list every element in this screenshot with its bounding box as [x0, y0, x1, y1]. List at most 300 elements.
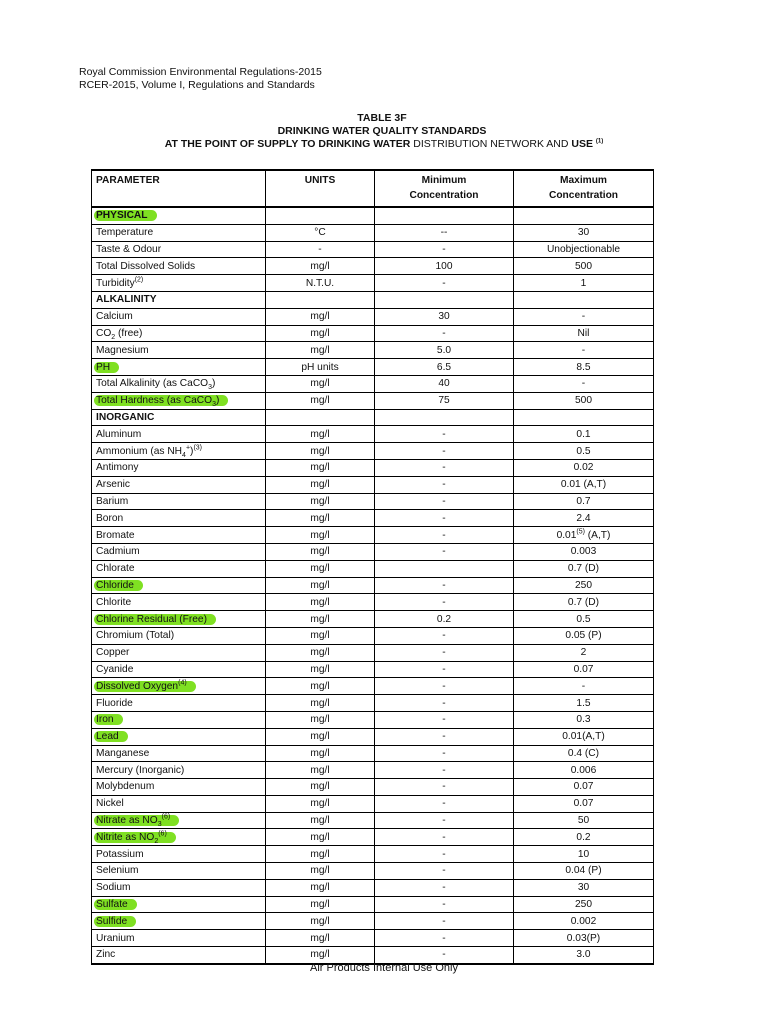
parameter-cell	[92, 527, 266, 544]
maximum-value: 0.1	[576, 428, 591, 440]
header-maximum-line2: Concentration	[548, 190, 619, 201]
header-units: UNITS	[266, 170, 375, 207]
parameter-cell	[92, 359, 266, 376]
table-row	[92, 762, 654, 779]
maximum-cell	[514, 241, 654, 258]
minimum-cell	[375, 409, 514, 426]
maximum-cell	[514, 594, 654, 611]
parameter-cell	[92, 863, 266, 880]
parameter-name	[96, 311, 133, 322]
maximum-cell	[514, 543, 654, 560]
maximum-value: 0.5	[576, 613, 591, 625]
minimum-cell: 75	[375, 392, 514, 409]
parameter-text: Molybdenum	[96, 781, 155, 793]
maximum-value: 0.07	[573, 798, 594, 810]
units-cell: mg/l	[266, 627, 375, 644]
maximum-value: 50	[577, 815, 590, 827]
parameter-text: Nitrate as NO	[96, 815, 158, 827]
units-cell: mg/l	[266, 308, 375, 325]
table-number: TABLE 3F	[357, 112, 407, 124]
subtitle-footnote: (1)	[595, 138, 604, 145]
maximum-cell	[514, 661, 654, 678]
parameter-text: Chloride	[96, 579, 134, 591]
maximum-cell	[514, 695, 654, 712]
units-cell: °C	[266, 224, 375, 241]
highlighted-parameter	[94, 681, 196, 692]
parameter-text: INORGANIC	[96, 411, 155, 423]
subtitle-part-3: USE	[571, 138, 593, 150]
table-row	[92, 560, 654, 577]
parameter-cell	[92, 543, 266, 560]
maximum-value: 250	[575, 899, 592, 911]
maximum-value: 0.7 (D)	[567, 596, 600, 608]
table-row	[92, 661, 654, 678]
units-cell: mg/l	[266, 846, 375, 863]
maximum-cell	[514, 879, 654, 896]
table-row	[92, 644, 654, 661]
parameter-text: Lead	[96, 731, 119, 743]
parameter-cell	[92, 392, 266, 409]
minimum-cell: -	[375, 577, 514, 594]
maximum-cell	[514, 342, 654, 359]
parameter-cell	[92, 779, 266, 796]
parameter-name	[96, 748, 149, 759]
parameter-subscript: 3	[208, 384, 213, 392]
parameter-name	[96, 513, 123, 524]
maximum-value: -	[581, 378, 586, 390]
table-body	[92, 207, 654, 964]
parameter-text: Temperature	[96, 227, 154, 239]
maximum-value: 3.0	[576, 949, 591, 961]
parameter-text: PH	[96, 361, 111, 373]
header-minimum	[375, 170, 514, 207]
parameter-cell	[92, 258, 266, 275]
table-row	[92, 443, 654, 460]
units-cell: mg/l	[266, 947, 375, 964]
footer-text: Air Products Internal Use Only	[310, 962, 458, 974]
minimum-cell	[375, 560, 514, 577]
highlighted-parameter	[94, 210, 157, 221]
minimum-cell: -	[375, 762, 514, 779]
parameter-text: Cyanide	[96, 663, 134, 675]
parameter-text: Manganese	[96, 747, 150, 759]
parameter-cell	[92, 627, 266, 644]
minimum-cell: 6.5	[375, 359, 514, 376]
minimum-cell	[375, 291, 514, 308]
header-line-2: RCER-2015, Volume I, Regulations and Standards	[79, 79, 315, 91]
units-cell: mg/l	[266, 829, 375, 846]
parameter-cell	[92, 829, 266, 846]
parameter-cell	[92, 291, 266, 308]
table-row	[92, 728, 654, 745]
parameter-name	[96, 698, 133, 709]
units-cell: mg/l	[266, 476, 375, 493]
minimum-cell: 5.0	[375, 342, 514, 359]
table-row	[92, 846, 654, 863]
maximum-cell	[514, 392, 654, 409]
minimum-cell: -	[375, 846, 514, 863]
parameter-text: Copper	[96, 647, 130, 659]
minimum-cell: -	[375, 829, 514, 846]
maximum-value: 10	[577, 848, 590, 860]
maximum-cell	[514, 829, 654, 846]
maximum-value: 500	[575, 260, 592, 272]
highlighted-parameter	[94, 916, 136, 927]
units-cell: mg/l	[266, 745, 375, 762]
minimum-cell: 0.2	[375, 611, 514, 628]
maximum-value: 2	[580, 647, 587, 659]
parameter-text-tail: )	[215, 395, 220, 407]
table-row	[92, 359, 654, 376]
maximum-value: 0.01	[556, 529, 577, 541]
parameter-name	[96, 781, 154, 792]
maximum-value: 0.7	[576, 495, 591, 507]
parameter-cell	[92, 795, 266, 812]
minimum-cell: -	[375, 728, 514, 745]
minimum-cell: -	[375, 627, 514, 644]
minimum-cell: -	[375, 711, 514, 728]
parameter-cell	[92, 459, 266, 476]
table-row	[92, 459, 654, 476]
maximum-value: 250	[575, 579, 592, 591]
parameter-name	[96, 328, 142, 339]
maximum-cell	[514, 375, 654, 392]
units-cell: mg/l	[266, 510, 375, 527]
parameter-cell	[92, 375, 266, 392]
header-maximum-line1: Maximum	[560, 175, 607, 186]
table-row	[92, 493, 654, 510]
units-cell: mg/l	[266, 426, 375, 443]
maximum-value: 0.2	[576, 831, 591, 843]
table-subtitle	[0, 138, 768, 151]
units-cell: mg/l	[266, 611, 375, 628]
table-row	[92, 678, 654, 695]
maximum-cell	[514, 627, 654, 644]
parameter-name	[96, 664, 133, 675]
minimum-cell: -	[375, 527, 514, 544]
parameter-text: Turbidity	[96, 277, 135, 289]
maximum-value: 1.5	[576, 697, 591, 709]
parameter-cell	[92, 896, 266, 913]
parameter-text: Total Alkalinity (as CaCO	[96, 378, 209, 390]
units-cell: mg/l	[266, 577, 375, 594]
minimum-cell: 30	[375, 308, 514, 325]
highlighted-parameter	[94, 731, 128, 742]
minimum-cell: -	[375, 443, 514, 460]
minimum-cell: -	[375, 644, 514, 661]
parameter-text: Sulfate	[96, 899, 128, 911]
maximum-cell	[514, 762, 654, 779]
table-row	[92, 611, 654, 628]
units-cell	[266, 409, 375, 426]
parameter-cell	[92, 560, 266, 577]
table-title: DRINKING WATER QUALITY STANDARDS	[277, 125, 487, 137]
header-maximum	[514, 170, 654, 207]
units-cell: mg/l	[266, 779, 375, 796]
maximum-value: 1	[580, 277, 587, 289]
parameter-cell	[92, 611, 266, 628]
minimum-cell	[375, 207, 514, 224]
maximum-footnote: (5)	[576, 528, 585, 536]
highlighted-parameter	[94, 614, 216, 625]
parameter-footnote: (6)	[161, 813, 171, 821]
parameter-name	[96, 849, 144, 860]
document-header	[79, 66, 322, 92]
header-line-1: Royal Commission Environmental Regulations-2015	[79, 66, 322, 78]
section-row	[92, 207, 654, 224]
maximum-value: 0.4 (C)	[567, 747, 600, 759]
parameter-text: PHYSICAL	[96, 210, 148, 222]
maximum-cell	[514, 812, 654, 829]
table-row	[92, 325, 654, 342]
parameter-name	[96, 865, 138, 876]
parameter-name	[96, 227, 153, 238]
units-cell: mg/l	[266, 493, 375, 510]
parameter-name	[96, 278, 143, 289]
table-header-row	[92, 170, 654, 207]
maximum-cell	[514, 896, 654, 913]
parameter-cell	[92, 325, 266, 342]
maximum-value: 0.05 (P)	[565, 630, 602, 642]
maximum-cell	[514, 359, 654, 376]
minimum-cell: -	[375, 879, 514, 896]
parameter-cell	[92, 510, 266, 527]
maximum-cell	[514, 459, 654, 476]
parameter-text: Dissolved Oxygen	[96, 680, 179, 692]
maximum-value: 0.03(P)	[566, 932, 601, 944]
parameter-text: Boron	[96, 512, 124, 524]
units-cell: mg/l	[266, 930, 375, 947]
parameter-text: Nitrite as NO	[96, 831, 155, 843]
units-cell: mg/l	[266, 695, 375, 712]
maximum-value: -	[581, 311, 586, 323]
maximum-cell	[514, 527, 654, 544]
parameter-name	[96, 647, 129, 658]
parameter-cell	[92, 846, 266, 863]
parameter-text: Aluminum	[96, 428, 142, 440]
maximum-value: 0.07	[573, 663, 594, 675]
minimum-cell: -	[375, 594, 514, 611]
parameter-text: CO	[96, 327, 112, 339]
units-cell: mg/l	[266, 594, 375, 611]
parameter-name	[96, 412, 154, 423]
parameter-cell	[92, 476, 266, 493]
table-row	[92, 426, 654, 443]
maximum-cell	[514, 577, 654, 594]
maximum-cell	[514, 745, 654, 762]
minimum-cell: -	[375, 863, 514, 880]
parameter-name	[96, 462, 138, 473]
parameter-cell	[92, 711, 266, 728]
maximum-value: 0.04 (P)	[565, 865, 602, 877]
minimum-cell: 100	[375, 258, 514, 275]
minimum-cell: 40	[375, 375, 514, 392]
subtitle-part-2: DISTRIBUTION NETWORK AND	[410, 138, 572, 150]
table-row	[92, 930, 654, 947]
parameter-text: Zinc	[96, 949, 116, 961]
parameter-text: Antimony	[96, 462, 139, 474]
maximum-cell	[514, 493, 654, 510]
parameter-subscript: 4	[182, 451, 186, 459]
parameter-name	[96, 798, 124, 809]
units-cell: mg/l	[266, 375, 375, 392]
parameter-name	[96, 882, 131, 893]
table-row	[92, 863, 654, 880]
units-cell: mg/l	[266, 342, 375, 359]
table-row	[92, 896, 654, 913]
table-row	[92, 510, 654, 527]
maximum-value: -	[581, 344, 586, 356]
parameter-footnote: (2)	[134, 276, 144, 284]
parameter-charge: +	[185, 444, 191, 452]
parameter-cell	[92, 443, 266, 460]
highlighted-parameter	[94, 580, 143, 591]
table-row	[92, 695, 654, 712]
table-row	[92, 258, 654, 275]
parameter-text: Bromate	[96, 529, 135, 541]
table-row	[92, 308, 654, 325]
units-cell: mg/l	[266, 863, 375, 880]
parameter-text: Chlorine Residual (Free)	[96, 613, 207, 625]
minimum-cell: --	[375, 224, 514, 241]
units-cell: mg/l	[266, 711, 375, 728]
table-row	[92, 375, 654, 392]
maximum-value: 30	[577, 882, 590, 894]
maximum-cell	[514, 476, 654, 493]
table-row	[92, 224, 654, 241]
units-cell: mg/l	[266, 527, 375, 544]
maximum-value: 0.003	[570, 546, 597, 558]
parameter-name	[96, 294, 157, 305]
parameter-text: Nickel	[96, 798, 124, 810]
parameter-text: Barium	[96, 495, 129, 507]
maximum-cell	[514, 224, 654, 241]
units-cell: mg/l	[266, 560, 375, 577]
minimum-cell: -	[375, 947, 514, 964]
units-cell: mg/l	[266, 728, 375, 745]
table-row	[92, 627, 654, 644]
parameter-text: Fluoride	[96, 697, 133, 709]
parameter-text: Chromium (Total)	[96, 630, 175, 642]
units-cell	[266, 291, 375, 308]
parameter-cell	[92, 644, 266, 661]
table-row	[92, 812, 654, 829]
parameter-text: Arsenic	[96, 479, 130, 491]
parameter-name	[96, 765, 184, 776]
table-row	[92, 795, 654, 812]
parameter-text: Cadmium	[96, 546, 140, 558]
parameter-text: Sodium	[96, 882, 131, 894]
units-cell: mg/l	[266, 443, 375, 460]
maximum-cell	[514, 426, 654, 443]
maximum-cell	[514, 308, 654, 325]
units-cell: mg/l	[266, 879, 375, 896]
minimum-cell: -	[375, 812, 514, 829]
parameter-name	[96, 630, 174, 641]
minimum-cell: -	[375, 678, 514, 695]
maximum-value: 0.7 (D)	[567, 563, 600, 575]
parameter-cell	[92, 745, 266, 762]
table-row	[92, 342, 654, 359]
minimum-cell: -	[375, 795, 514, 812]
maximum-cell	[514, 846, 654, 863]
maximum-cell	[514, 711, 654, 728]
maximum-value: 0.002	[570, 915, 597, 927]
maximum-cell	[514, 258, 654, 275]
maximum-cell	[514, 325, 654, 342]
parameter-cell	[92, 661, 266, 678]
maximum-value: 2.4	[576, 512, 591, 524]
table-row	[92, 779, 654, 796]
parameter-cell	[92, 762, 266, 779]
parameter-name	[96, 378, 216, 392]
parameter-text: Chlorate	[96, 563, 135, 575]
units-cell: pH units	[266, 359, 375, 376]
minimum-cell: -	[375, 745, 514, 762]
units-cell: mg/l	[266, 661, 375, 678]
parameter-cell	[92, 426, 266, 443]
maximum-cell	[514, 510, 654, 527]
minimum-cell: -	[375, 459, 514, 476]
parameter-text-tail: (free)	[115, 327, 143, 339]
parameter-cell	[92, 224, 266, 241]
minimum-cell: -	[375, 426, 514, 443]
maximum-cell	[514, 443, 654, 460]
header-parameter: PARAMETER	[92, 170, 266, 207]
parameter-cell	[92, 695, 266, 712]
parameter-text: Magnesium	[96, 344, 149, 356]
table-row	[92, 543, 654, 560]
minimum-cell: -	[375, 476, 514, 493]
maximum-cell	[514, 795, 654, 812]
maximum-cell	[514, 863, 654, 880]
table-row	[92, 392, 654, 409]
parameter-text: Taste & Odour	[96, 243, 162, 255]
parameter-cell	[92, 812, 266, 829]
maximum-value: 0.02	[573, 462, 594, 474]
header-minimum-line1: Minimum	[421, 175, 467, 186]
maximum-value: 0.3	[576, 714, 591, 726]
parameter-text: Calcium	[96, 311, 133, 323]
minimum-cell: -	[375, 930, 514, 947]
parameter-name	[96, 949, 115, 960]
parameter-name	[96, 345, 149, 356]
units-cell: mg/l	[266, 678, 375, 695]
units-cell: mg/l	[266, 392, 375, 409]
units-cell: mg/l	[266, 913, 375, 930]
minimum-cell: -	[375, 779, 514, 796]
maximum-value: 0.01 (A,T)	[560, 479, 607, 491]
parameter-footnote: (6)	[158, 830, 167, 838]
table-row	[92, 594, 654, 611]
section-row	[92, 409, 654, 426]
parameter-subscript: 3	[212, 401, 216, 409]
units-cell: mg/l	[266, 258, 375, 275]
maximum-value: -	[581, 680, 586, 692]
parameter-cell	[92, 728, 266, 745]
units-cell	[266, 207, 375, 224]
parameter-text-tail: )	[190, 445, 194, 457]
maximum-cell	[514, 275, 654, 292]
table-row	[92, 879, 654, 896]
parameter-name	[96, 563, 135, 574]
parameter-cell	[92, 308, 266, 325]
section-row	[92, 291, 654, 308]
parameter-cell	[92, 207, 266, 224]
units-cell: mg/l	[266, 812, 375, 829]
table-row	[92, 829, 654, 846]
parameter-subscript: 2	[154, 837, 159, 845]
